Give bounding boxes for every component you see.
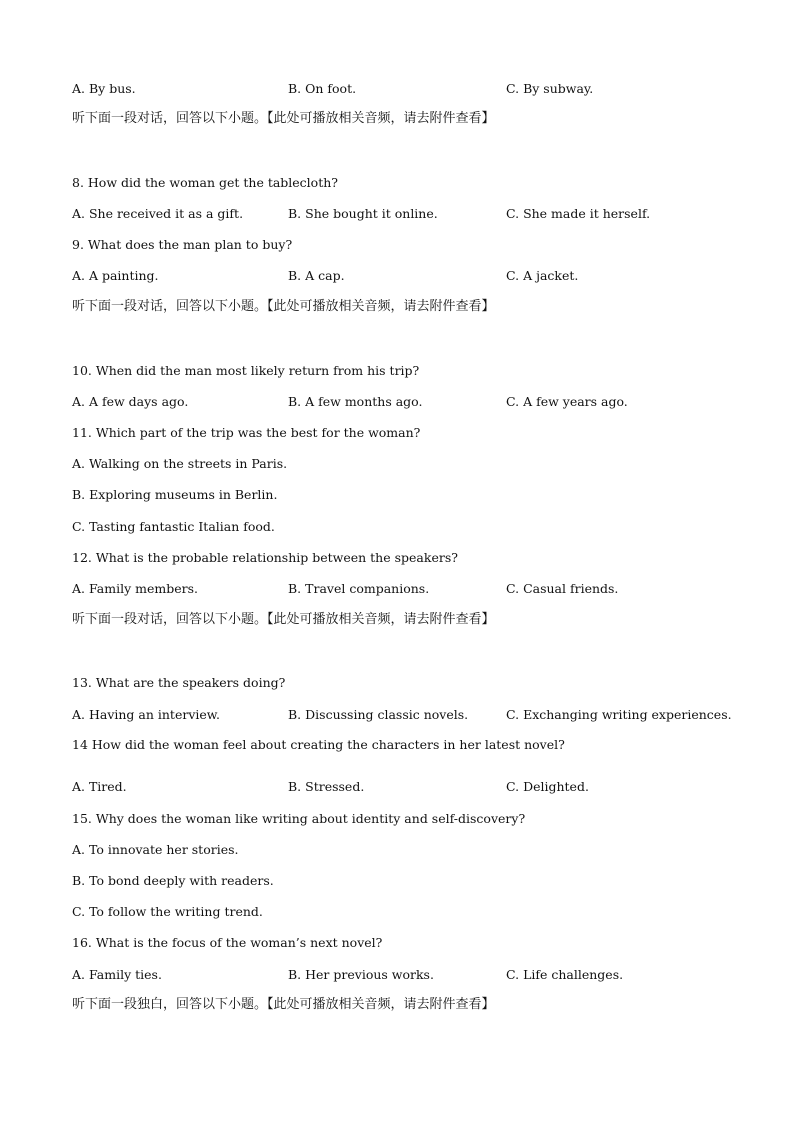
q16-option-a: A. Family ties.	[72, 967, 162, 982]
listening-instruction: 听下面一段对话，回答以下小题。【此处可播放相关音频，请去附件查看】	[72, 299, 495, 314]
q15-stem: 15. Why does the woman like writing about identity and self-discovery?	[72, 811, 526, 826]
q11-option-b: B. Exploring museums in Berlin.	[72, 487, 278, 502]
q8-option-c: C. She made it herself.	[506, 206, 651, 221]
listening-instruction-monologue: 听下面一段独白，回答以下小题。【此处可播放相关音频，请去附件查看】	[72, 997, 495, 1012]
q7-option-c: C. By subway.	[506, 81, 594, 96]
q9-option-b: B. A cap.	[288, 268, 345, 283]
q13-option-c: C. Exchanging writing experiences.	[506, 707, 732, 722]
q14-stem: 14 How did the woman feel about creating the characters in her latest novel?	[72, 737, 565, 752]
q12-option-c: C. Casual friends.	[506, 581, 619, 596]
q7-option-a: A. By bus.	[72, 81, 136, 96]
q15-option-b: B. To bond deeply with readers.	[72, 873, 274, 888]
q14-option-b: B. Stressed.	[288, 779, 365, 794]
q10-option-a: A. A few days ago.	[72, 394, 189, 409]
listening-instruction: 听下面一段对话，回答以下小题。【此处可播放相关音频，请去附件查看】	[72, 111, 495, 126]
q14-option-c: C. Delighted.	[506, 779, 589, 794]
q7-option-b: B. On foot.	[288, 81, 357, 96]
q15-option-a: A. To innovate her stories.	[72, 842, 239, 857]
q8-option-b: B. She bought it online.	[288, 206, 438, 221]
q10-stem: 10. When did the man most likely return from his trip?	[72, 363, 420, 378]
q16-option-b: B. Her previous works.	[288, 967, 434, 982]
q11-option-a: A. Walking on the streets in Paris.	[72, 456, 288, 471]
listening-instruction: 听下面一段对话，回答以下小题。【此处可播放相关音频，请去附件查看】	[72, 612, 495, 627]
q9-stem: 9. What does the man plan to buy?	[72, 237, 293, 252]
q8-option-a: A. She received it as a gift.	[72, 206, 244, 221]
q12-stem: 12. What is the probable relationship between the speakers?	[72, 550, 458, 565]
q10-option-b: B. A few months ago.	[288, 394, 423, 409]
q12-option-a: A. Family members.	[72, 581, 199, 596]
q15-option-c: C. To follow the writing trend.	[72, 904, 263, 919]
q16-stem: 16. What is the focus of the woman’s next novel?	[72, 935, 383, 950]
q9-option-c: C. A jacket.	[506, 268, 579, 283]
q9-option-a: A. A painting.	[72, 268, 159, 283]
q8-stem: 8. How did the woman get the tablecloth?	[72, 175, 338, 190]
q12-option-b: B. Travel companions.	[288, 581, 430, 596]
q11-option-c: C. Tasting fantastic Italian food.	[72, 519, 275, 534]
q13-option-a: A. Having an interview.	[72, 707, 220, 722]
q16-option-c: C. Life challenges.	[506, 967, 624, 982]
q10-option-c: C. A few years ago.	[506, 394, 628, 409]
q13-stem: 13. What are the speakers doing?	[72, 675, 286, 690]
q13-option-b: B. Discussing classic novels.	[288, 707, 469, 722]
q11-stem: 11. Which part of the trip was the best for the woman?	[72, 425, 421, 440]
q14-option-a: A. Tired.	[72, 779, 127, 794]
